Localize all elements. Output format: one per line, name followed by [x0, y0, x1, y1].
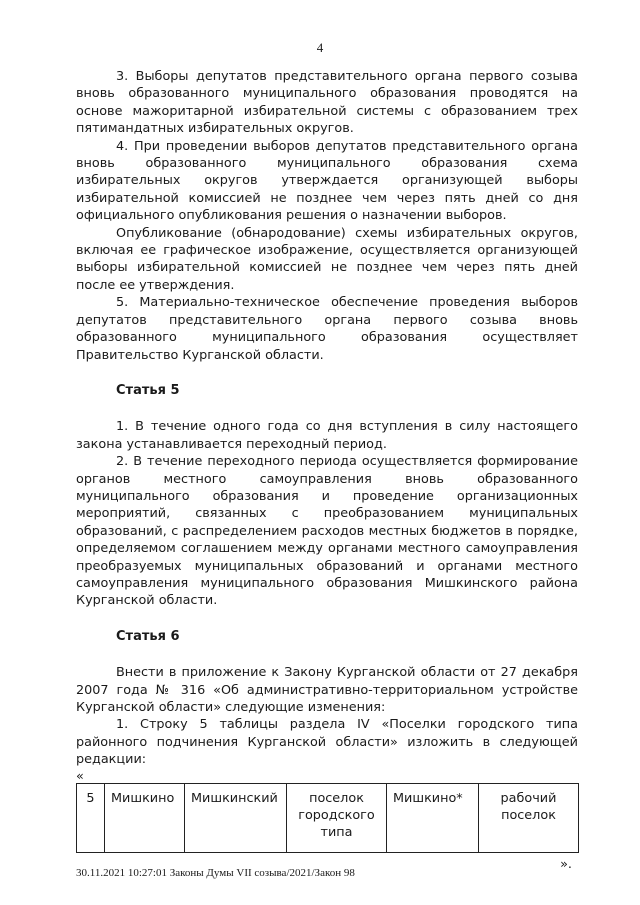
page-number: 4 [316, 40, 324, 55]
cell-district: Мишкинский [185, 783, 287, 852]
paragraph-5: 5. Материально-техническое обеспечение проведения выборов депутатов представительного органа первого созыва вновь образованного муниципального образования осуществляет Правительство Курганской области. [76, 295, 578, 363]
quote-close: ». [560, 856, 572, 872]
article-6-paragraph-2: 1. Строку 5 таблицы раздела IV «Поселки городского типа районного подчинения Курганской области» изложить в следующей редакции: [76, 717, 578, 768]
cell-new-name: Мишкино* [387, 783, 479, 852]
article-5-paragraph-2: 2. В течение переходного периода осуществляется формирование органов местного самоуправления вновь образованного муниципального образования и проведение организационных мероприятий, связанных с преобразованием муниципальных образований, с распределением расходов местных бюджетов в порядке, определяемом соглашением между органами местного самоуправления преобразуемых муниципальных образований и органами местного самоуправления муниципального образования Мишкинского района Курганской области. [76, 454, 578, 609]
cell-new-type: рабочий поселок [479, 783, 579, 852]
cell-name: Мишкино [105, 783, 185, 852]
article-6-heading: Статья 6 [116, 628, 180, 644]
article-5-paragraph-1: 1. В течение одного года со дня вступления в силу настоящего закона устанавливается переходный период. [76, 419, 578, 452]
paragraph-3: 3. Выборы депутатов представительного органа первого созыва вновь образованного муниципального образования проводятся на основе мажоритарной избирательной системы с образованием трех пятимандатных избирательных округов. [76, 69, 578, 137]
table-row [77, 783, 579, 852]
paragraph-4: 4. При проведении выборов депутатов представительного органа вновь образованного муниципального образования схема избирательных округов утверждается организующей выборы избирательной комиссией не позднее чем через пять дней со дня официального опубликования решения о назначении выборов. [76, 138, 578, 224]
quote-open: « [76, 768, 84, 784]
settlement-table [76, 783, 579, 853]
cell-old-type: поселок городского типа [287, 783, 387, 852]
article-6-paragraph-1: Внести в приложение к Закону Курганской области от 27 декабря 2007 года № 316 «Об административно-территориальном устройстве Курганской области» следующие изменения: [76, 665, 578, 715]
document-body [76, 68, 578, 872]
cell-number: 5 [77, 783, 105, 852]
article-5-heading: Статья 5 [116, 382, 180, 398]
paragraph-publication: Опубликование (обнародование) схемы избирательных округов, включая ее графическое изображение, осуществляется организующей выборы избирательной комиссией не позднее чем через пять дней после ее утверждения. [76, 225, 578, 293]
document-footer: 30.11.2021 10:27:01 Законы Думы VII созыва/2021/Закон 98 [76, 867, 355, 879]
